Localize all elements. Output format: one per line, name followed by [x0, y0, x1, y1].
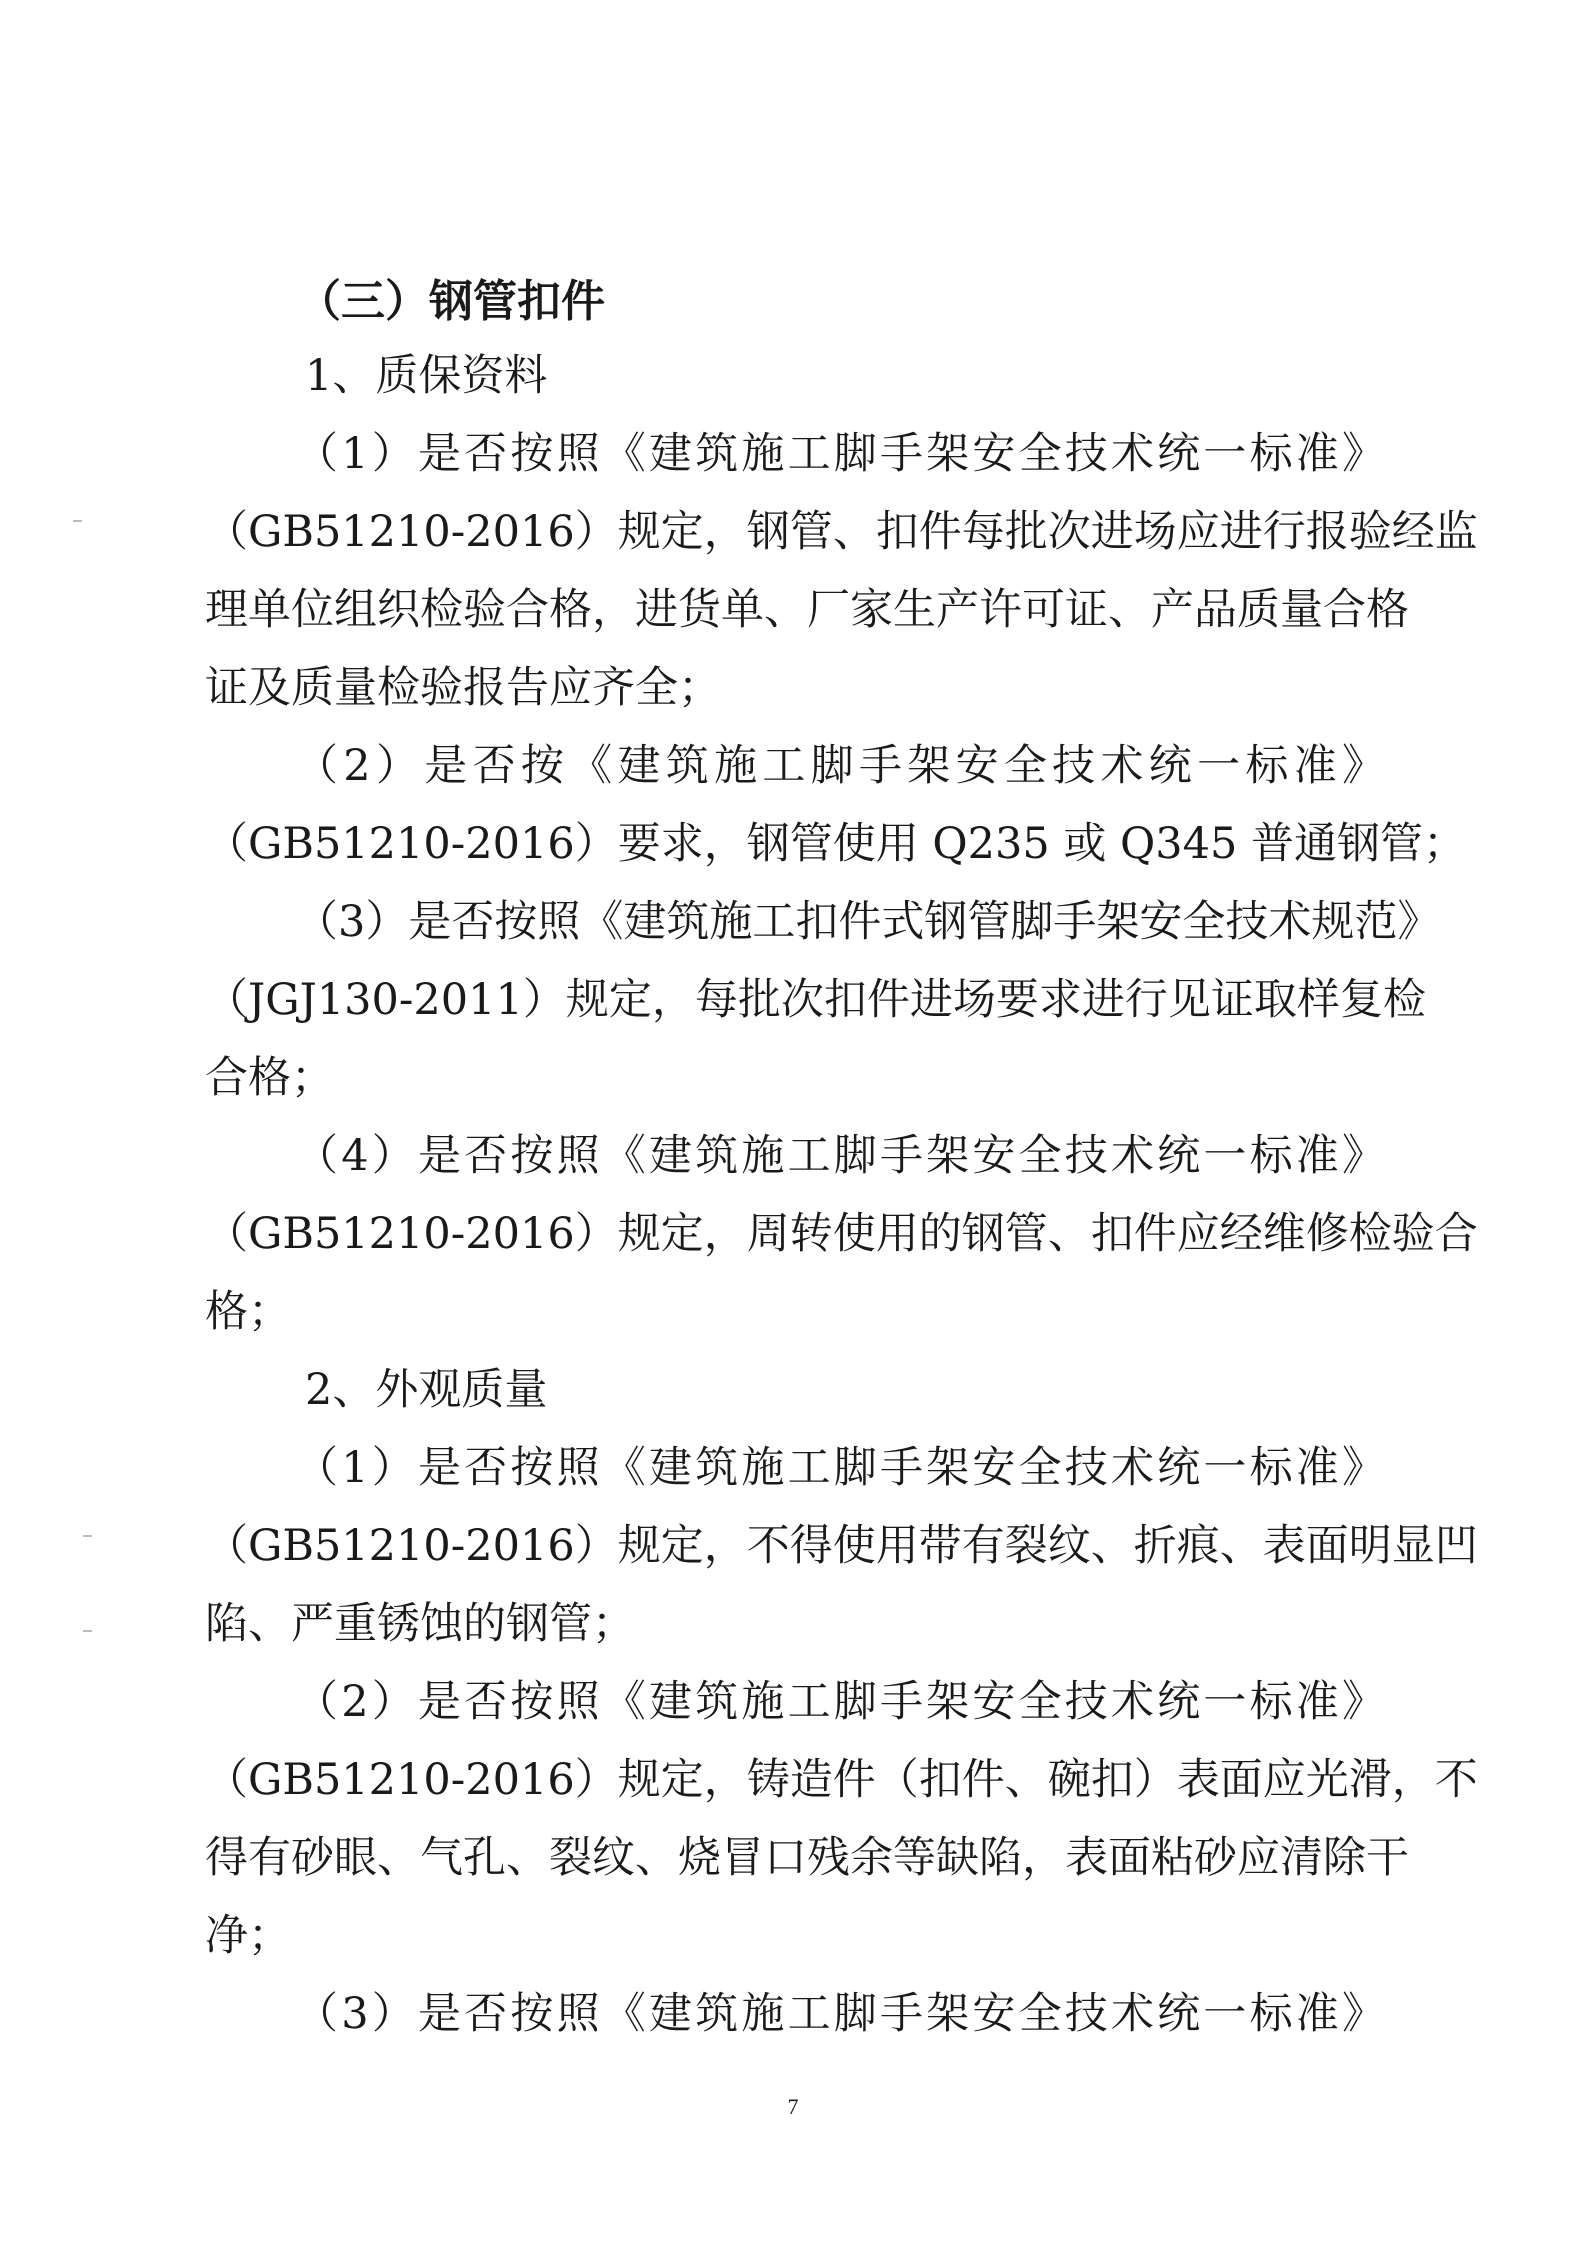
paragraph-line: （2）是否按照《建筑施工脚手架安全技术统一标准》	[295, 1677, 1385, 1727]
paragraph-line: 理单位组织检验合格，进货单、厂家生产许可证、产品质量合格	[205, 585, 1409, 635]
paragraph-line: （2）是否按《建筑施工脚手架安全技术统一标准》	[295, 741, 1385, 791]
paragraph-line: 陷、严重锈蚀的钢管；	[205, 1599, 635, 1649]
paragraph-line: 得有砂眼、气孔、裂纹、烧冒口残余等缺陷，表面粘砂应清除干	[205, 1833, 1409, 1883]
paragraph-line: （3）是否按照《建筑施工扣件式钢管脚手架安全技术规范》	[295, 897, 1441, 947]
section-heading: （三）钢管扣件	[297, 276, 605, 327]
subsection-heading-quality-docs: 1、质保资料	[305, 351, 548, 401]
paragraph-line: （GB51210-2016）规定，不得使用带有裂纹、折痕、表面明显凹	[205, 1521, 1478, 1571]
paragraph-line: （GB51210-2016）规定，铸造件（扣件、碗扣）表面应光滑，不	[205, 1755, 1478, 1805]
paragraph-line: （GB51210-2016）要求，钢管使用 Q235 或 Q345 普通钢管；	[205, 819, 1467, 869]
paragraph-line: （GB51210-2016）规定，钢管、扣件每批次进场应进行报验经监	[205, 507, 1478, 557]
page-number: 7	[787, 2094, 799, 2119]
paragraph-line: （1）是否按照《建筑施工脚手架安全技术统一标准》	[295, 429, 1385, 479]
paragraph-line: 净；	[205, 1911, 291, 1961]
scan-mark	[83, 1630, 92, 1632]
scan-mark	[73, 520, 82, 522]
paragraph-line: 格；	[205, 1287, 291, 1337]
paragraph-line: （3）是否按照《建筑施工脚手架安全技术统一标准》	[295, 1989, 1385, 2039]
paragraph-line: 证及质量检验报告应齐全；	[205, 663, 721, 713]
paragraph-line: （JGJ130-2011）规定，每批次扣件进场要求进行见证取样复检	[205, 975, 1426, 1025]
paragraph-line: （1）是否按照《建筑施工脚手架安全技术统一标准》	[295, 1443, 1385, 1493]
scan-mark	[83, 1535, 92, 1537]
subsection-heading-appearance: 2、外观质量	[305, 1365, 548, 1415]
paragraph-line: （GB51210-2016）规定，周转使用的钢管、扣件应经维修检验合	[205, 1209, 1478, 1259]
paragraph-line: 合格；	[205, 1053, 334, 1103]
paragraph-line: （4）是否按照《建筑施工脚手架安全技术统一标准》	[295, 1131, 1385, 1181]
